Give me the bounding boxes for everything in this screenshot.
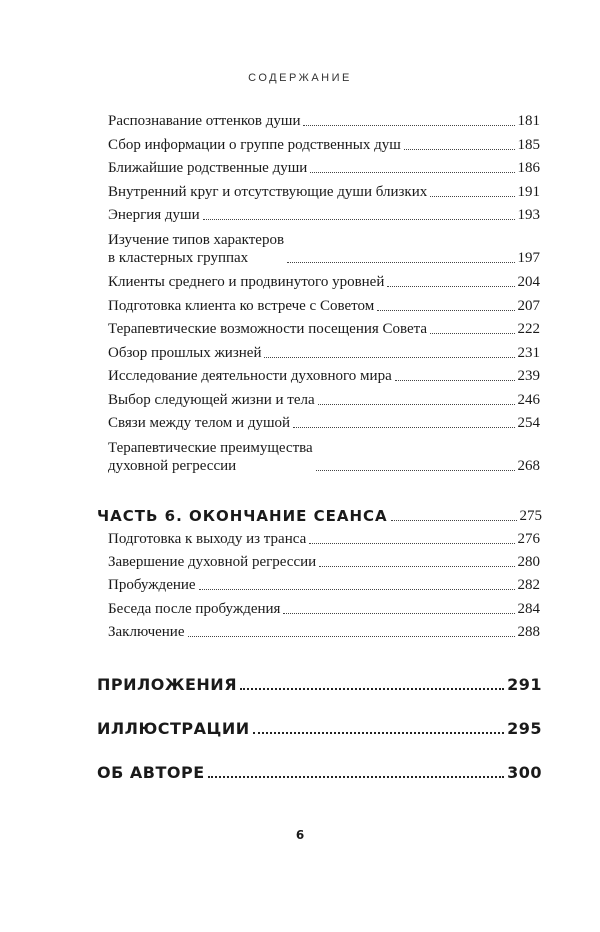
toc-entry-page: 284: [517, 601, 540, 617]
about-author-title: ОБ АВТОРЕ: [97, 763, 205, 782]
appendices-page: 291: [507, 675, 542, 694]
dot-leader: [395, 380, 515, 381]
toc-entry: [108, 391, 540, 409]
toc-entry-page: 186: [517, 160, 540, 176]
toc-entry-page: 282: [517, 577, 540, 593]
toc-entry-title: Исследование деятельности духовного мира: [108, 368, 392, 384]
dot-leader: [318, 404, 515, 405]
toc-entry-title: Завершение духовной регрессии: [108, 554, 317, 570]
toc-entry-page: 231: [517, 345, 540, 361]
illustrations-page: 295: [507, 719, 542, 738]
dot-leader: [377, 310, 514, 311]
toc-entry-page: 181: [517, 113, 540, 129]
toc-entry-title: Связи между телом и душой: [108, 415, 291, 431]
toc-entry: [108, 183, 540, 201]
toc-entry-page: 280: [517, 554, 540, 570]
running-header: СОДЕРЖАНИЕ: [248, 72, 352, 84]
page-number: 6: [295, 828, 305, 842]
part-heading-title: ЧАСТЬ 6. ОКОНЧАНИЕ СЕАНСА: [97, 507, 388, 525]
dot-leader: [391, 520, 517, 521]
appendices-title: ПРИЛОЖЕНИЯ: [97, 675, 238, 694]
toc-entry-page: 246: [517, 392, 540, 408]
toc-entry: [108, 367, 540, 385]
dot-leader: [208, 776, 504, 778]
toc-entry-page: 239: [517, 368, 540, 384]
toc-entry-page: 222: [517, 321, 540, 337]
dot-leader: [316, 470, 515, 471]
toc-entry-title: Обзор прошлых жизней: [108, 345, 262, 361]
illustrations-heading: [97, 720, 542, 738]
toc-entry: [108, 623, 540, 641]
toc-entry: [108, 297, 540, 315]
dot-leader: [303, 125, 514, 126]
toc-entry-title-line2: духовной регрессии: [108, 458, 237, 474]
toc-entry-page: 276: [517, 531, 540, 547]
toc-entry-page: 185: [517, 137, 540, 153]
dot-leader: [264, 357, 514, 358]
dot-leader: [310, 172, 514, 173]
about-author-page: 300: [507, 763, 542, 782]
toc-entry-page: 254: [517, 415, 540, 431]
toc-entry-title: Терапевтические возможности посещения Совета: [108, 321, 428, 337]
toc-entry: [108, 320, 540, 338]
dot-leader: [203, 219, 515, 220]
toc-entry-title: Внутренний круг и отсутствующие души близких: [108, 184, 428, 200]
dot-leader: [404, 149, 515, 150]
toc-entry-title: Сбор информации о группе родственных душ: [108, 137, 401, 153]
toc-entry-page: 197: [517, 250, 540, 266]
toc-entry-title: Выбор следующей жизни и тела: [108, 392, 315, 408]
dot-leader: [293, 427, 514, 428]
illustrations-title: ИЛЛЮСТРАЦИИ: [97, 719, 250, 738]
toc-entry-page: 191: [517, 184, 540, 200]
toc-entry-title: [108, 231, 284, 267]
part-heading: [97, 507, 542, 525]
dot-leader: [287, 262, 514, 263]
dot-leader: [319, 566, 514, 567]
toc-entry-title: Клиенты среднего и продвинутого уровней: [108, 274, 385, 290]
toc-entry: [108, 553, 540, 571]
toc-entry: [108, 414, 540, 432]
toc-entry-title: Подготовка клиента ко встрече с Советом: [108, 298, 375, 314]
toc-entry: [108, 159, 540, 177]
dot-leader: [253, 732, 504, 734]
toc-entry-title: Пробуждение: [108, 577, 196, 593]
toc-entry: [108, 439, 540, 475]
dot-leader: [430, 196, 514, 197]
toc-entry-title: [108, 439, 313, 475]
toc-entry-title-line1: Изучение типов характеров: [108, 232, 285, 248]
toc-entry-title: Беседа после пробуждения: [108, 601, 281, 617]
toc-entry: [108, 576, 540, 594]
dot-leader: [387, 286, 514, 287]
toc-entry-title-line2: в кластерных группах: [108, 250, 249, 266]
toc-entry-page: 207: [517, 298, 540, 314]
toc-entry: [108, 136, 540, 154]
toc-entry: [108, 112, 540, 130]
toc-entry-page: 268: [517, 458, 540, 474]
toc-entry-title-line1: Терапевтические преимущества: [108, 440, 313, 456]
about-author-heading: [97, 764, 542, 782]
toc-entry: [108, 530, 540, 548]
toc-entry-page: 193: [517, 207, 540, 223]
toc-entry: [108, 344, 540, 362]
toc-entry: [108, 600, 540, 618]
dot-leader: [199, 589, 515, 590]
part-heading-page: 275: [519, 508, 542, 524]
dot-leader: [283, 613, 514, 614]
toc-entry-title: Энергия души: [108, 207, 200, 223]
toc-entry: [108, 231, 540, 267]
toc-entry-title: Заключение: [108, 624, 185, 640]
toc-entry: [108, 206, 540, 224]
toc-entry-page: 204: [517, 274, 540, 290]
toc-entry-title: Подготовка к выходу из транса: [108, 531, 307, 547]
dot-leader: [240, 688, 504, 690]
toc-entry-title: Ближайшие родственные души: [108, 160, 308, 176]
toc-entry: [108, 273, 540, 291]
dot-leader: [188, 636, 515, 637]
dot-leader: [309, 543, 514, 544]
appendices-heading: [97, 676, 542, 694]
dot-leader: [430, 333, 514, 334]
toc-entry-title: Распознавание оттенков души: [108, 113, 301, 129]
toc-entry-page: 288: [517, 624, 540, 640]
